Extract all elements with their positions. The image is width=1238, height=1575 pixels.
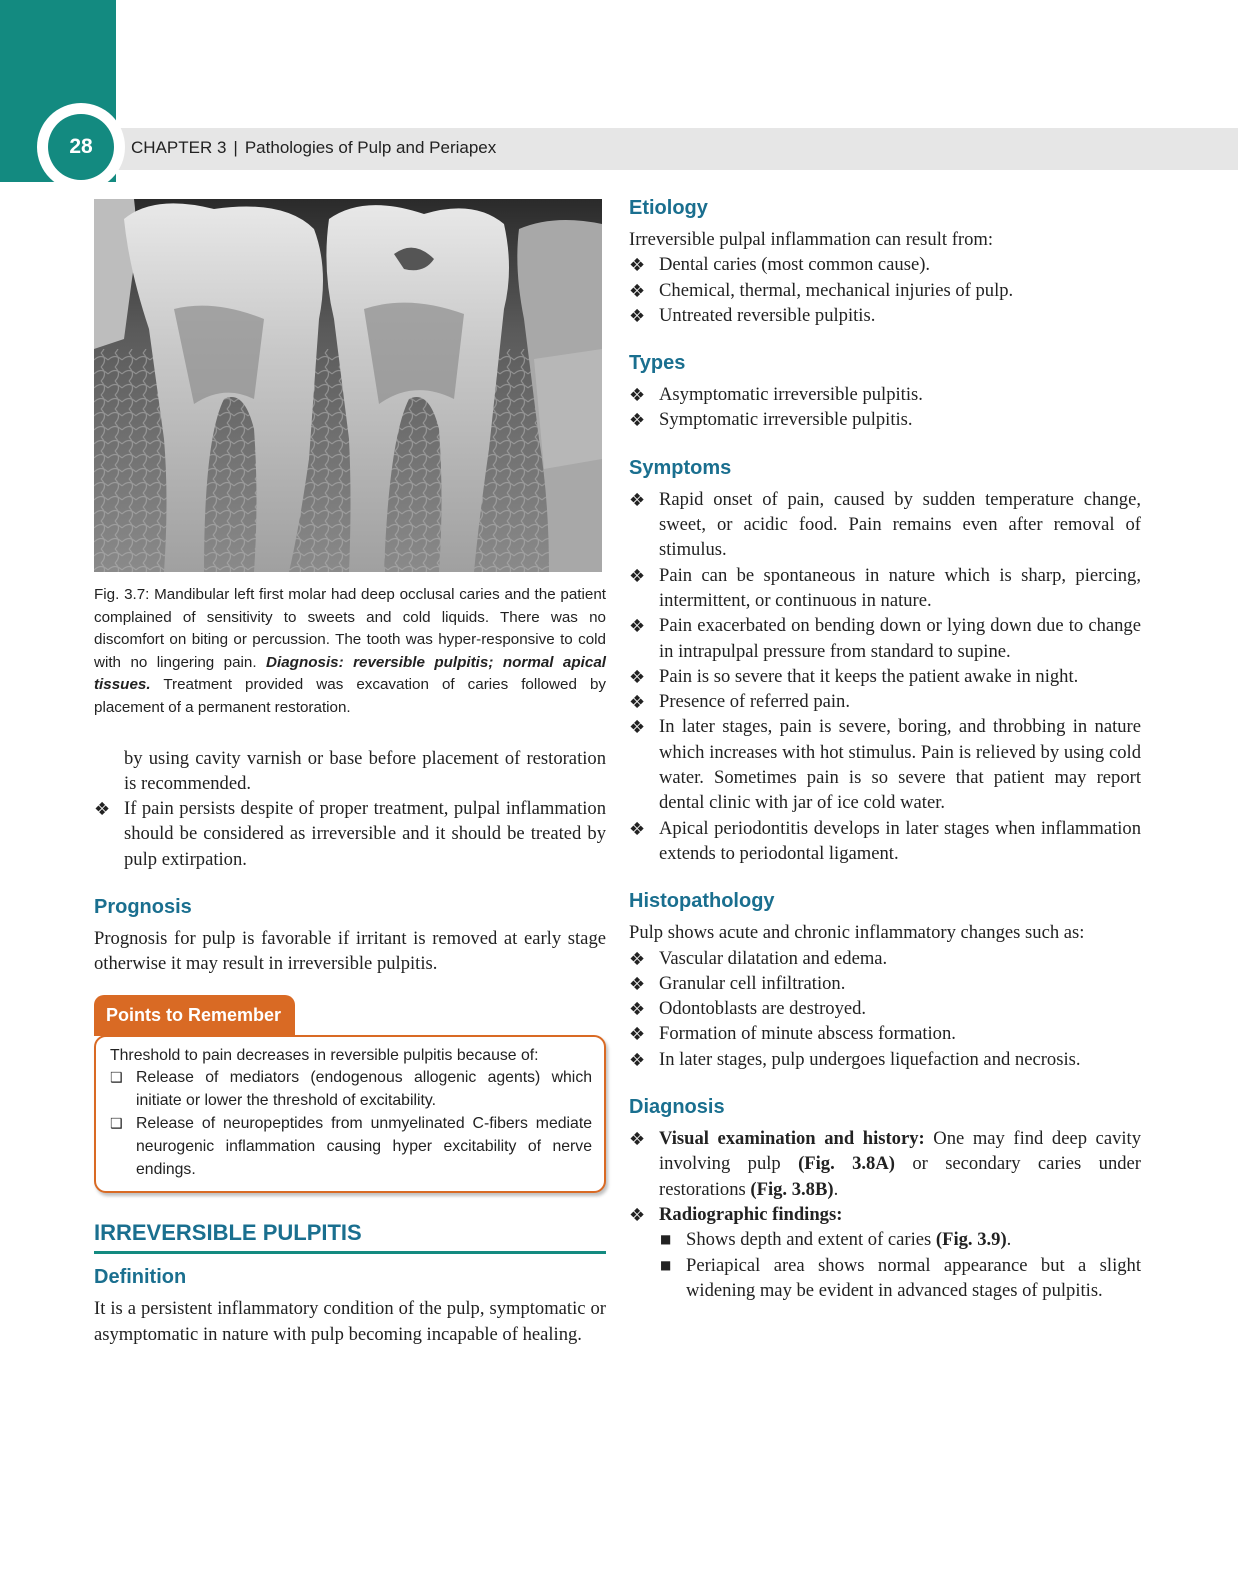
histopathology-list xyxy=(629,946,1141,1072)
list-item xyxy=(629,1202,1141,1303)
histopathology-intro: Pulp shows acute and chronic inflammatory changes such as: xyxy=(629,922,1085,944)
list-item xyxy=(629,689,1141,714)
list-item xyxy=(629,971,1141,996)
etiology-heading: Etiology xyxy=(629,197,708,219)
figure-reference: (Fig. 3.9) xyxy=(935,1229,1007,1251)
list-item xyxy=(629,382,1141,407)
list-item xyxy=(629,407,1141,432)
diamond-bullet-icon: ❖ xyxy=(94,799,111,821)
box-body xyxy=(94,1035,606,1194)
caption-text-before: Mandibular left first molar had deep occlusal caries and the patient complained of sensitivity to sweets and cold liquids. There was no discomfort on biting or percussion. The tooth was hyper-responsive to cold with no lingering pain. xyxy=(94,586,607,671)
figure-label: Fig. 3.7: xyxy=(94,586,150,603)
diamond-bullet-icon: ❖ xyxy=(629,489,646,511)
chapter-label: CHAPTER 3 xyxy=(131,138,227,157)
types-heading: Types xyxy=(629,352,686,375)
diagnosis-visual-text: One may find deep cavity involving pulp xyxy=(659,1128,1141,1175)
diamond-bullet-icon: ❖ xyxy=(629,616,646,638)
list-item xyxy=(629,1047,1141,1072)
page-number: 28 xyxy=(48,114,114,180)
diamond-bullet-icon: ❖ xyxy=(629,999,646,1021)
points-to-remember-box xyxy=(94,995,606,1194)
sublist-item xyxy=(659,1227,1141,1252)
diagnosis-visual-text: or secondary caries under restorations xyxy=(659,1153,1141,1200)
diamond-bullet-icon: ❖ xyxy=(629,1024,646,1046)
list-item-text: Pain exacerbated on bending down or lying down due to change in intrapulpal pressure from standard to supine. xyxy=(659,615,1141,662)
checkbox-bullet-icon: ❑ xyxy=(110,1070,123,1087)
prognosis-heading: Prognosis xyxy=(94,896,192,919)
chapter-title: Pathologies of Pulp and Periapex xyxy=(244,138,497,157)
definition-heading: Definition xyxy=(94,1266,187,1289)
diamond-bullet-icon: ❖ xyxy=(629,1049,646,1071)
diamond-bullet-icon: ❖ xyxy=(629,666,646,688)
etiology-list xyxy=(629,252,1141,328)
list-item-text: In later stages, pulp undergoes liquefaction and necrosis. xyxy=(659,1048,1081,1070)
list-item xyxy=(629,946,1141,971)
radiograph-image xyxy=(94,199,602,572)
diamond-bullet-icon: ❖ xyxy=(629,717,646,739)
list-item-text: Granular cell infiltration. xyxy=(659,972,846,994)
symptoms-heading: Symptoms xyxy=(629,456,732,479)
sublist-item-text: . xyxy=(1006,1229,1012,1251)
square-bullet-icon: ■ xyxy=(660,1257,672,1272)
section-heading: IRREVERSIBLE PULPITIS xyxy=(94,1219,606,1254)
sublist-item xyxy=(659,1253,1141,1304)
box-item-text: Release of mediators (endogenous allogenic agents) which initiate or lower the threshold of excitability. xyxy=(136,1069,592,1110)
list-item-text: Formation of minute abscess formation. xyxy=(659,1023,956,1045)
list-item-text: Rapid onset of pain, caused by sudden temperature change, sweet, or acidic food. Pain remains even after removal of stimulus. xyxy=(659,488,1141,561)
diamond-bullet-icon: ❖ xyxy=(629,410,646,432)
list-item-text: Untreated reversible pulpitis. xyxy=(659,304,876,326)
list-item-text: Vascular dilatation and edema. xyxy=(659,947,888,969)
symptoms-list xyxy=(629,487,1141,866)
list-item xyxy=(629,303,1141,328)
figure-reference: (Fig. 3.8B) xyxy=(750,1178,834,1200)
list-item xyxy=(94,746,606,797)
square-bullet-icon: ■ xyxy=(660,1232,672,1247)
diamond-bullet-icon: ❖ xyxy=(629,385,646,407)
list-item xyxy=(629,664,1141,689)
radiographic-sublist xyxy=(659,1227,1141,1303)
histopathology-heading: Histopathology xyxy=(629,890,775,913)
right-column xyxy=(629,195,1141,1303)
diagnosis-radiographic-label: Radiographic findings: xyxy=(659,1203,843,1225)
list-item-text: Symptomatic irreversible pulpitis. xyxy=(659,409,913,431)
diamond-bullet-icon: ❖ xyxy=(629,692,646,714)
diamond-bullet-icon: ❖ xyxy=(629,305,646,327)
checkbox-bullet-icon: ❑ xyxy=(110,1116,123,1133)
types-list xyxy=(629,382,1141,433)
diamond-bullet-icon: ❖ xyxy=(629,973,646,995)
diamond-bullet-icon: ❖ xyxy=(629,565,646,587)
diamond-bullet-icon: ❖ xyxy=(629,818,646,840)
caption-diagnosis: Diagnosis: reversible pulpitis; normal apical tissues. xyxy=(94,653,606,694)
list-item xyxy=(629,252,1141,277)
diamond-bullet-icon: ❖ xyxy=(629,948,646,970)
diagnosis-visual-label: Visual examination and history: xyxy=(659,1128,925,1150)
running-head xyxy=(131,138,496,158)
figure-caption xyxy=(94,584,606,720)
diagnosis-visual-text: . xyxy=(833,1178,839,1200)
continued-list xyxy=(94,746,606,872)
list-item-text: Odontoblasts are destroyed. xyxy=(659,998,867,1020)
list-item xyxy=(629,816,1141,867)
list-item xyxy=(629,613,1141,664)
list-item xyxy=(629,487,1141,563)
list-item-text: Pain is so severe that it keeps the patient awake in night. xyxy=(659,665,1079,687)
etiology-intro: Irreversible pulpal inflammation can result from: xyxy=(629,229,994,250)
list-item xyxy=(629,563,1141,614)
box-item xyxy=(110,1113,592,1181)
list-item xyxy=(629,996,1141,1021)
running-head-separator: | xyxy=(233,138,238,157)
definition-text: It is a persistent inflammatory condition of the pulp, symptomatic or asymptomatic in nature with pulp becoming incapable of healing. xyxy=(94,1298,606,1345)
figure-reference: (Fig. 3.8A) xyxy=(798,1153,895,1175)
prognosis-text: Prognosis for pulp is favorable if irritant is removed at early stage otherwise it may result in irreversible pulpitis. xyxy=(94,928,606,975)
box-lead: Threshold to pain decreases in reversible pulpitis because of: xyxy=(110,1046,539,1064)
list-item-text: Chemical, thermal, mechanical injuries of pulp. xyxy=(659,279,1014,301)
diamond-bullet-icon: ❖ xyxy=(629,1129,646,1151)
list-item-text: Dental caries (most common cause). xyxy=(659,254,931,276)
diagnosis-list xyxy=(629,1126,1141,1303)
list-item-text: Asymptomatic irreversible pulpitis. xyxy=(659,384,923,406)
left-column xyxy=(94,199,606,1347)
box-item xyxy=(110,1067,592,1113)
list-item xyxy=(629,1021,1141,1046)
box-item-text: Release of neuropeptides from unmyelinated C-fibers mediate neurogenic inflammation causing hyper excitability of nerve endings. xyxy=(136,1115,592,1178)
box-title: Points to Remember xyxy=(94,995,295,1036)
list-item-text: In later stages, pain is severe, boring, and throbbing in nature which increases with hot stimulus. Pain is relieved by using cold water. Sometimes pain is so severe that patient may report dental clinic with jar of ice cold water. xyxy=(659,716,1141,814)
list-item xyxy=(629,714,1141,815)
list-item-text: If pain persists despite of proper treatment, pulpal inflammation should be considered as irreversible and it should be treated by pulp extirpation. xyxy=(124,798,606,870)
list-item-text: Pain can be spontaneous in nature which is sharp, piercing, intermittent, or continuous in nature. xyxy=(659,564,1141,611)
sublist-item-text: Periapical area shows normal appearance but a slight widening may be evident in advanced stages of pulpitis. xyxy=(686,1254,1141,1301)
list-item-text: Presence of referred pain. xyxy=(659,691,850,713)
continued-text: by using cavity varnish or base before placement of restoration is recommended. xyxy=(124,747,606,794)
list-item xyxy=(629,1126,1141,1202)
list-item xyxy=(94,796,606,872)
diagnosis-heading: Diagnosis xyxy=(629,1096,725,1119)
caption-text-after: Treatment provided was excavation of caries followed by placement of a permanent restoration. xyxy=(94,676,606,716)
diamond-bullet-icon: ❖ xyxy=(629,280,646,302)
diamond-bullet-icon: ❖ xyxy=(629,255,646,277)
diamond-bullet-icon: ❖ xyxy=(629,1204,646,1226)
sublist-item-text: Shows depth and extent of caries xyxy=(686,1229,936,1251)
list-item xyxy=(629,278,1141,303)
list-item-text: Apical periodontitis develops in later stages when inflammation extends to periodontal ligament. xyxy=(659,817,1141,864)
